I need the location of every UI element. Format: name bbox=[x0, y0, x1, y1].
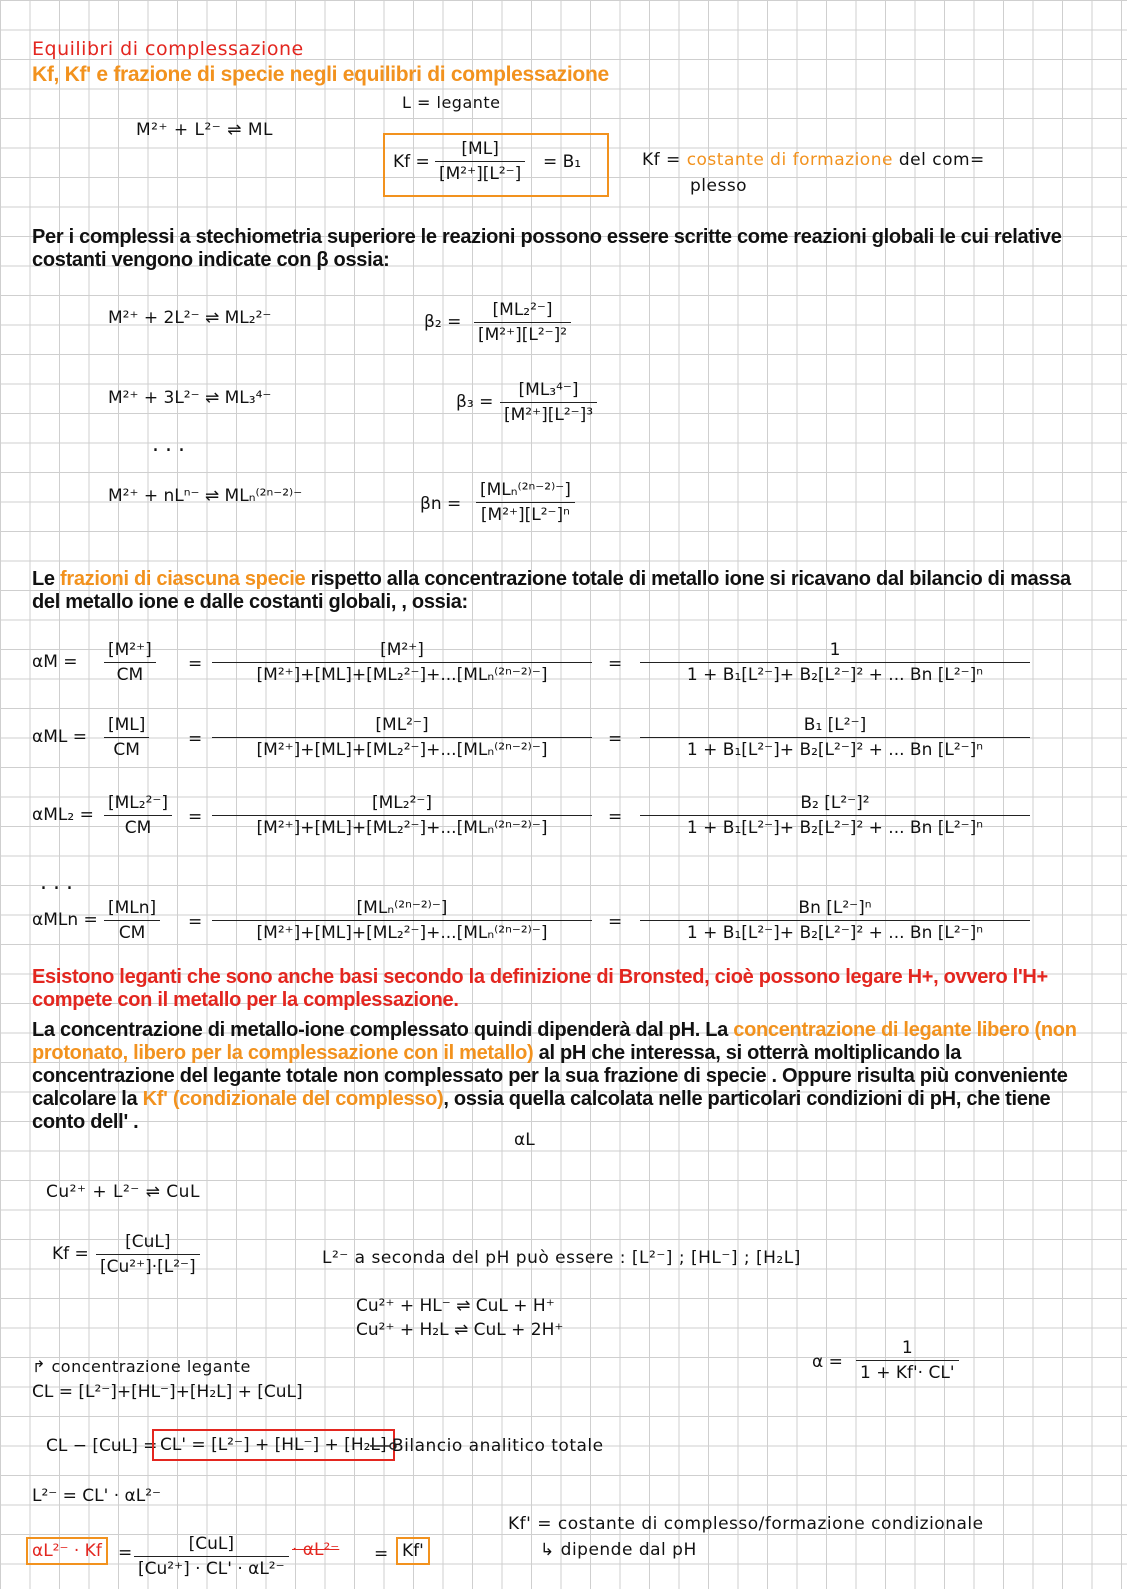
beta2-denominator: [M²⁺][L²⁻]² bbox=[478, 325, 568, 345]
beta2-label: β₂ = bbox=[424, 312, 462, 332]
alpha-num-1: [ML₂²⁻] bbox=[108, 793, 169, 813]
beta2-numerator: [ML₂²⁻] bbox=[492, 300, 553, 320]
beta3-denominator: [M²⁺][L²⁻]³ bbox=[504, 405, 594, 425]
alpha-label: αMLn = bbox=[32, 910, 98, 930]
alpha-fraction-1 bbox=[104, 640, 156, 685]
alpha-fraction-2 bbox=[212, 793, 592, 838]
alpha-equals-1: = bbox=[188, 729, 203, 749]
fraction-bar bbox=[212, 737, 592, 738]
alpha-num-2: [ML²⁻] bbox=[375, 715, 429, 735]
l-equation: L²⁻ = CL' · αL²⁻ bbox=[32, 1486, 162, 1506]
paragraph-bronsted: Esistono leganti che sono anche basi secondo la definizione di Bronsted, cioè possono legare H+, ovvero l'H+ compete con il metallo per la complessazione. bbox=[32, 966, 1048, 1011]
alpha-kf-box: αL²⁻ · Kf bbox=[26, 1537, 108, 1565]
cu-reaction-h2l: Cu²⁺ + H₂L ⇌ CuL + 2H⁺ bbox=[356, 1320, 564, 1340]
fraction-bar bbox=[435, 161, 525, 162]
alpha-num-1: [ML] bbox=[108, 715, 146, 735]
kf-denominator: [M²⁺][L²⁻] bbox=[439, 164, 522, 184]
alpha-den-1: CM bbox=[118, 923, 146, 943]
alpha-den-2: [M²⁺]+[ML]+[ML₂²⁻]+...[MLₙ⁽²ⁿ⁻²⁾⁻] bbox=[256, 923, 548, 943]
alpha-num-2: [ML₂²⁻] bbox=[371, 793, 432, 813]
alpha-cu-label: α = bbox=[812, 1352, 843, 1372]
fraction-bar bbox=[212, 815, 592, 816]
alpha-equals-1: = bbox=[188, 912, 203, 932]
last-equals: = bbox=[118, 1543, 133, 1563]
basic-reaction: M²⁺ + L²⁻ ⇌ ML bbox=[136, 120, 273, 140]
alpha-den-3: 1 + B₁[L²⁻]+ B₂[L²⁻]² + ... Bn [L²⁻]ⁿ bbox=[686, 665, 984, 685]
alpha-den-1: CM bbox=[124, 818, 152, 838]
ligand-forms-note: L²⁻ a seconda del pH può essere : [L²⁻] ; [HL⁻] ; [H₂L] bbox=[322, 1248, 801, 1268]
para4-a: La concentrazione di metallo-ione complessato quindi dipenderà dal pH. La bbox=[32, 1019, 734, 1041]
para2-suffix: rispetto alla concentrazione totale di metallo ione si ricavano dal bilancio di massa del metallo ione e dalle costanti globali, , ossia: bbox=[32, 568, 1071, 613]
reaction-ml2: M²⁺ + 2L²⁻ ⇌ ML₂²⁻ bbox=[108, 308, 272, 328]
kf-def-highlight: costante di formazione bbox=[686, 150, 893, 170]
alpha-num-3: B₁ [L²⁻] bbox=[803, 715, 867, 735]
ligand-note: L = legante bbox=[402, 93, 501, 112]
alpha-den-3: 1 + B₁[L²⁻]+ B₂[L²⁻]² + ... Bn [L²⁻]ⁿ bbox=[686, 818, 984, 838]
para4-b: al pH che interessa, si otterrà moltiplicando la concentrazione del legante totale non complessato per la sua frazione di specie . Oppure risulta più conveniente calcolare la bbox=[32, 1042, 1068, 1110]
alpha-fraction-3 bbox=[640, 793, 1030, 838]
alpha-num-3: 1 bbox=[829, 640, 841, 660]
last-numerator: [CuL] bbox=[188, 1534, 234, 1554]
betan-label: βn = bbox=[420, 494, 462, 514]
kf-fraction bbox=[435, 139, 525, 184]
paragraph-fractions bbox=[32, 568, 1092, 614]
alpha-label: αML₂ = bbox=[32, 805, 94, 825]
kf-def-suffix: del com= bbox=[898, 150, 985, 170]
alpha-den-2: [M²⁺]+[ML]+[ML₂²⁻]+...[MLₙ⁽²ⁿ⁻²⁾⁻] bbox=[256, 665, 548, 685]
reaction-ml3: M²⁺ + 3L²⁻ ⇌ ML₃⁴⁻ bbox=[108, 388, 272, 408]
alpha-equals-2: = bbox=[608, 729, 623, 749]
alpha-den-2: [M²⁺]+[ML]+[ML₂²⁻]+...[MLₙ⁽²ⁿ⁻²⁾⁻] bbox=[256, 818, 548, 838]
fraction-bar bbox=[640, 920, 1030, 921]
alpha-fraction-2 bbox=[212, 898, 592, 943]
alpha-dots: ... bbox=[40, 870, 79, 895]
alpha-fraction-3 bbox=[640, 640, 1030, 685]
alpha-den-3: 1 + B₁[L²⁻]+ B₂[L²⁻]² + ... Bn [L²⁻]ⁿ bbox=[686, 923, 984, 943]
fraction-bar bbox=[856, 1360, 959, 1361]
para2-highlight: frazioni di ciascuna specie bbox=[60, 568, 306, 590]
balance-left: CL − [CuL] = bbox=[46, 1436, 158, 1456]
para4-highlight1: concentrazione di legante libero (non protonato, libero per la complessazione con il metallo) bbox=[32, 1019, 1077, 1064]
fraction-bar bbox=[104, 920, 160, 921]
alpha-equals-1: = bbox=[188, 807, 203, 827]
kf-equals-b1: = B₁ bbox=[543, 152, 582, 172]
para4-highlight2: Kf' (condizionale del complesso) bbox=[142, 1088, 444, 1110]
kf-definition bbox=[642, 150, 985, 170]
doc-title: Equilibri di complessazione bbox=[32, 38, 304, 60]
para4-c: , ossia quella calcolata nelle particolari condizioni di pH, che tiene conto dell' . bbox=[32, 1088, 1051, 1133]
alpha-l-symbol: αL bbox=[514, 1130, 535, 1150]
beta2-fraction bbox=[474, 300, 571, 345]
fraction-bar bbox=[640, 815, 1030, 816]
alpha-equals-2: = bbox=[608, 912, 623, 932]
kfp-definition-2: ↳ dipende dal pH bbox=[540, 1540, 697, 1560]
fraction-bar bbox=[640, 662, 1030, 663]
cu-kf-denominator: [Cu²⁺]·[L²⁻] bbox=[100, 1257, 196, 1277]
alpha-cu-denominator: 1 + Kf'· CL' bbox=[860, 1363, 955, 1383]
last-multiplier: · αL²⁻ bbox=[292, 1540, 340, 1560]
reaction-mln: M²⁺ + nLⁿ⁻ ⇌ MLₙ⁽²ⁿ⁻²⁾⁻ bbox=[108, 486, 303, 506]
kf-box bbox=[383, 133, 609, 197]
betan-denominator: [M²⁺][L²⁻]ⁿ bbox=[480, 505, 570, 525]
continuation-dots: ... bbox=[152, 432, 191, 457]
conc-note: ↱ concentrazione legante bbox=[32, 1357, 251, 1376]
cu-kf-fraction bbox=[96, 1232, 200, 1277]
alpha-fraction-3 bbox=[640, 715, 1030, 760]
fraction-bar bbox=[104, 737, 149, 738]
alpha-fraction-1 bbox=[104, 715, 149, 760]
alpha-cu-numerator: 1 bbox=[901, 1338, 913, 1358]
kfp-definition: Kf' = costante di complesso/formazione condizionale bbox=[508, 1514, 984, 1534]
alpha-den-2: [M²⁺]+[ML]+[ML₂²⁻]+...[MLₙ⁽²ⁿ⁻²⁾⁻] bbox=[256, 740, 548, 760]
alpha-cu-fraction bbox=[856, 1338, 959, 1383]
arrow-icon bbox=[370, 1440, 398, 1452]
beta3-fraction bbox=[500, 380, 597, 425]
balance-right: Bilancio analitico totale bbox=[392, 1436, 604, 1456]
cu-reaction-hl: Cu²⁺ + HL⁻ ⇌ CuL + H⁺ bbox=[356, 1296, 555, 1316]
fraction-bar bbox=[134, 1556, 289, 1557]
alpha-num-1: [MLn] bbox=[108, 898, 157, 918]
alpha-fraction-2 bbox=[212, 640, 592, 685]
fraction-bar bbox=[212, 920, 592, 921]
last-fraction bbox=[134, 1534, 289, 1579]
alpha-num-2: [M²⁺] bbox=[380, 640, 424, 660]
alpha-fraction-3 bbox=[640, 898, 1030, 943]
cu-kf-numerator: [CuL] bbox=[125, 1232, 171, 1252]
alpha-label: αML = bbox=[32, 727, 87, 747]
alpha-fraction-1 bbox=[104, 793, 172, 838]
alpha-num-3: Bn [L²⁻]ⁿ bbox=[798, 898, 872, 918]
alpha-fraction-2 bbox=[212, 715, 592, 760]
beta3-label: β₃ = bbox=[456, 392, 494, 412]
kf-def-line2: plesso bbox=[690, 176, 748, 196]
kf-label: Kf = bbox=[393, 152, 430, 172]
fraction-bar bbox=[476, 502, 575, 503]
alpha-den-1: CM bbox=[116, 665, 144, 685]
para2-prefix: Le bbox=[32, 568, 60, 590]
kf-prime-box: Kf' bbox=[396, 1537, 430, 1565]
kf-def-prefix: Kf = bbox=[642, 150, 681, 170]
alpha-fraction-1 bbox=[104, 898, 160, 943]
last-equals-2: = bbox=[374, 1544, 389, 1564]
alpha-label: αM = bbox=[32, 652, 78, 672]
alpha-den-3: 1 + B₁[L²⁻]+ B₂[L²⁻]² + ... Bn [L²⁻]ⁿ bbox=[686, 740, 984, 760]
cu-kf-label: Kf = bbox=[52, 1244, 89, 1264]
paragraph-global-reactions: Per i complessi a stechiometria superiore le reazioni possono essere scritte come reazioni globali le cui relative costanti vengono indicate con β ossia: bbox=[32, 226, 1062, 271]
cl-equation: CL = [L²⁻]+[HL⁻]+[H₂L] + [CuL] bbox=[32, 1382, 303, 1402]
kf-numerator: [ML] bbox=[461, 139, 499, 159]
fraction-bar bbox=[474, 322, 571, 323]
last-denominator: [Cu²⁺] · CL' · αL²⁻ bbox=[138, 1559, 285, 1579]
alpha-equals-1: = bbox=[188, 654, 203, 674]
alpha-den-1: CM bbox=[113, 740, 140, 760]
fraction-bar bbox=[104, 662, 156, 663]
betan-fraction bbox=[476, 480, 575, 525]
betan-numerator: [MLₙ⁽²ⁿ⁻²⁾⁻] bbox=[480, 480, 571, 500]
beta3-numerator: [ML₃⁴⁻] bbox=[518, 380, 579, 400]
doc-subtitle: Kf, Kf' e frazione di specie negli equilibri di complessazione bbox=[32, 63, 609, 86]
fraction-bar bbox=[212, 662, 592, 663]
cu-reaction: Cu²⁺ + L²⁻ ⇌ CuL bbox=[46, 1182, 200, 1202]
balance-box: CL' = [L²⁻] + [HL⁻] + [H₂L] bbox=[152, 1429, 395, 1461]
fraction-bar bbox=[96, 1254, 200, 1255]
alpha-equals-2: = bbox=[608, 654, 623, 674]
fraction-bar bbox=[500, 402, 597, 403]
fraction-bar bbox=[640, 737, 1030, 738]
alpha-num-1: [M²⁺] bbox=[108, 640, 152, 660]
alpha-num-3: B₂ [L²⁻]² bbox=[800, 793, 870, 813]
paragraph-conditional bbox=[32, 1019, 1092, 1134]
alpha-num-2: [MLₙ⁽²ⁿ⁻²⁾⁻] bbox=[356, 898, 448, 918]
alpha-equals-2: = bbox=[608, 807, 623, 827]
fraction-bar bbox=[104, 815, 172, 816]
